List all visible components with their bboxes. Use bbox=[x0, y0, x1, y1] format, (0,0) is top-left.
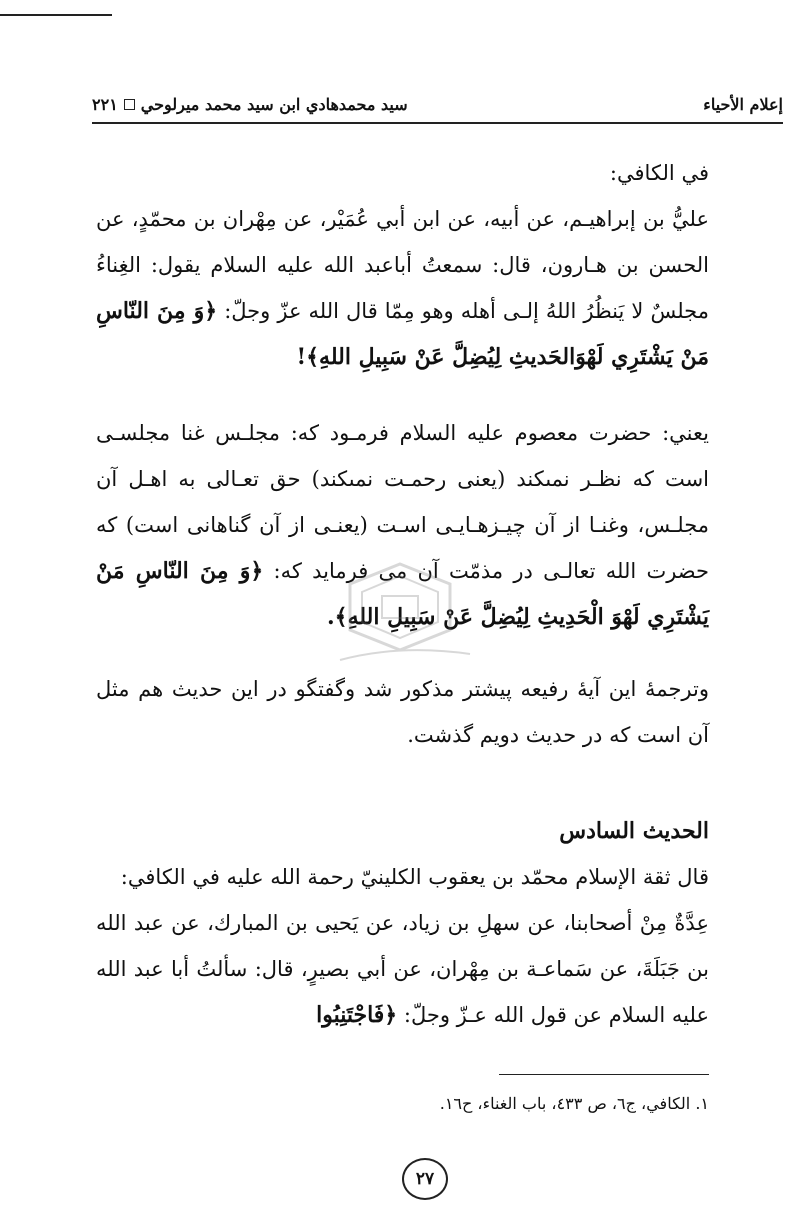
hadith-isnad-2: عِدَّةٌ مِنْ أصحابنا، عن سهلِ بن زياد، عن يَحيى بن المبارك، عن عبد الله بن جَبَلَةَ، عن سَماعـة بن مِهْران، عن أبي بصيرٍ، قال: سألتُ أبا عبد الله عليه السلام عن قول الله عـزّ وجلّ: bbox=[96, 911, 709, 1027]
running-head bbox=[92, 92, 783, 116]
square-separator-icon bbox=[124, 99, 135, 110]
translation-block bbox=[96, 410, 709, 640]
hadith-text bbox=[96, 196, 709, 380]
hadith-text-2 bbox=[96, 900, 709, 1038]
footnote-rule bbox=[499, 1074, 709, 1075]
book-title: إعلام الأحياء bbox=[703, 94, 783, 114]
footnote: ١. الكافي، ج٦، ص ٤٣٣، باب الغناء، ح١٦. bbox=[439, 1094, 709, 1113]
scan-edge-rule bbox=[0, 14, 112, 16]
source-line: في الكافي: bbox=[609, 161, 709, 185]
translation-text: يعني: حضرت معصوم عليه السلام فرمـود كه: مجلـس غنا مجلسـى است كه نظـر نمىكند (يعنى رحمـت نمىكند) حق تعـالى به اهـل آن مجلـس، وغنـا از آن چيـزهـايـى اسـت (يعنـى از آن گناهانى است) كه حضرت الله تعالـى در مذمّت آن مى فرمايد كه: bbox=[96, 421, 709, 583]
quran-verse-2: ﴿وَ مِنَ النّاسِ مَنْ يَشْتَرِي لَهْوَ الْحَدِيثِ لِيُضِلَّ عَنْ سَبِيلِ اللهِ﴾. bbox=[96, 558, 709, 630]
quran-verse: ﴿وَ مِنَ النّاسِ مَنْ يَشْتَرِي لَهْوَالحَديثِ لِيُضِلَّ عَنْ سَبِيلِ اللهِ﴾! bbox=[96, 298, 709, 370]
hadith-isnad: عليُّ بن إبراهيـم، عن أبيه، عن ابن أبي عُمَيْر، عن مِهْران بن محمّدٍ، عن الحسن بن هـارون، قال: سمعتُ أباعبد الله عليه السلام يقول: الغِناءُ مجلسٌ لا يَنظُرُ اللهُ إلـى أهله وهو مِمّا قال الله عزّ وجلّ: bbox=[96, 207, 709, 323]
commentary-block bbox=[96, 666, 709, 758]
commentary-text: وترجمهٔ اين آيهٔ رفيعه پيشتر مذكور شد وگفتگو در اين حديث هم مثل آن است كه در حديث دويم گذشت. bbox=[96, 677, 709, 747]
page-ref: ٢٢١ bbox=[92, 94, 118, 114]
section-heading: الحديث السادس bbox=[559, 818, 709, 844]
author-line: سيد محمدهادي ابن سيد محمد ميرلوحي bbox=[140, 94, 408, 114]
attribution-line: قال ثقة الإسلام محمّد بن يعقوب الكلينيّ رحمة الله عليه في الكافي: bbox=[120, 865, 709, 889]
running-head-ref bbox=[92, 95, 408, 114]
header-rule bbox=[92, 122, 783, 124]
page-number: ٢٧ bbox=[402, 1158, 448, 1200]
persian-translation bbox=[96, 410, 709, 640]
hadith-block-2 bbox=[96, 808, 709, 1038]
hadith-block-1 bbox=[96, 150, 709, 380]
quran-verse-3: ﴿فَاجْتَنِبُوا bbox=[316, 1002, 398, 1028]
